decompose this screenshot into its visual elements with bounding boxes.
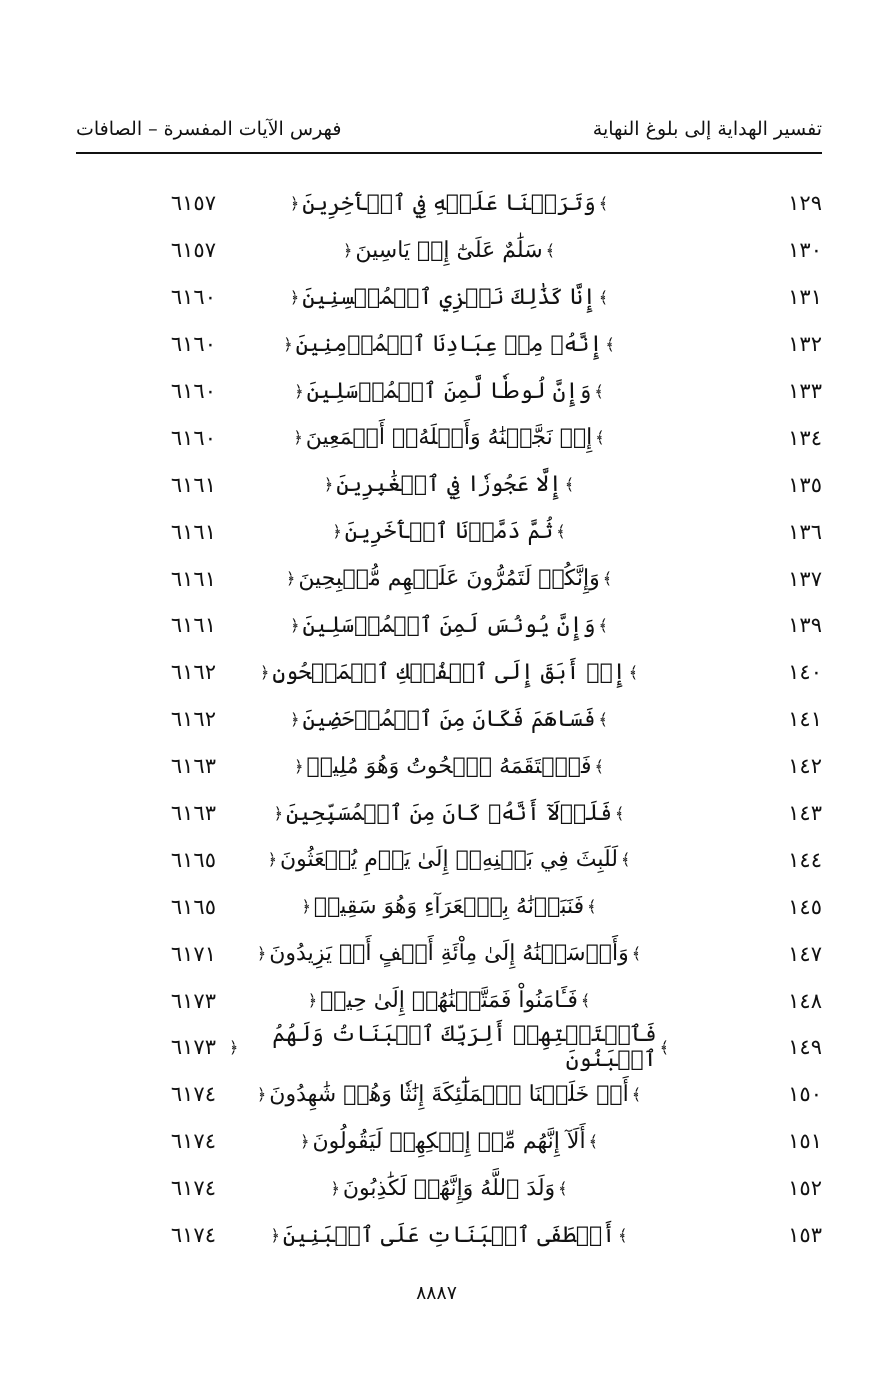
verse-text [226,1024,672,1071]
ornate-bracket-close: ﴿ [294,381,304,401]
verse-number: ١٣٠ [788,238,822,263]
verse-text [226,555,672,602]
ornate-bracket-open: ﴾ [588,1131,598,1151]
ornate-bracket-open: ﴾ [594,756,604,776]
verse-number: ١٤٩ [788,1035,822,1060]
verse-text [226,414,672,461]
verse-words: فَسَاهَمَ فَكَانَ مِنَ ٱلۡمُدۡحَضِينَ [302,706,596,732]
verse-words: أَصۡطَفَى ٱلۡبَنَاتِ عَلَى ٱلۡبَنِينَ [282,1222,616,1248]
verse-text [226,1071,672,1118]
ornate-bracket-open: ﴾ [631,944,642,964]
verse-number: ١٥٣ [788,1223,822,1248]
verse-text [226,1212,672,1259]
header-right-title: تفسير الهداية إلى بلوغ النهاية [592,118,822,140]
verse-number: ١٣٢ [788,332,822,357]
table-row [76,790,822,837]
ornate-bracket-open: ﴾ [595,428,605,448]
page-reference: ٦١٦٥ [170,894,216,919]
table-row [76,930,822,977]
page-reference: ٦١٧٤ [170,1129,216,1154]
page-reference: ٦١٧٤ [170,1082,216,1107]
ornate-bracket-open: ﴾ [598,193,609,213]
ornate-bracket-open: ﴾ [594,381,604,401]
verse-number: ١٣٤ [788,425,822,450]
ornate-bracket-close: ﴿ [259,662,270,682]
verse-number: ١٥٢ [788,1176,822,1201]
verse-index-table [76,180,822,1258]
page-reference: ٦١٧١ [170,941,216,966]
verse-number: ١٣٣ [788,379,822,403]
verse-number: ١٤٥ [788,894,822,919]
table-row [76,649,822,696]
ornate-bracket-close: ﴿ [256,944,267,964]
page-reference: ٦١٧٤ [170,1223,216,1248]
verse-words: ثُمَّ دَمَّرۡنَا ٱلۡأٓخَرِينَ [344,519,554,545]
header-left-title: فهرس الآيات المفسرة – الصافات [76,118,342,140]
verse-words: وَإِنَّ يُونُسَ لَمِنَ ٱلۡمُرۡسَلِينَ [302,612,596,638]
table-row [76,602,822,649]
verse-number: ١٣٧ [788,566,822,591]
table-row [76,1024,822,1071]
verse-number: ١٣٥ [788,472,822,497]
ornate-bracket-close: ﴿ [289,193,300,213]
verse-text [226,274,672,321]
ornate-bracket-close: ﴿ [267,850,277,870]
verse-words: أَلَآ إِنَّهُم مِّنۡ إِفۡكِهِمۡ لَيَقُولُونَ [312,1128,586,1154]
verse-words: إِنَّا كَذَٰلِكَ نَجۡزِي ٱلۡمُحۡسِنِينَ [302,284,596,310]
ornate-bracket-close: ﴿ [256,1084,267,1104]
verse-text [226,180,672,227]
ornate-bracket-close: ﴿ [270,1225,280,1245]
table-row [76,555,822,602]
ornate-bracket-close: ﴿ [307,991,318,1011]
page-reference: ٦١٦٣ [170,801,216,826]
verse-text [226,977,672,1024]
ornate-bracket-open: ﴾ [580,991,591,1011]
verse-words: إِذۡ نَجَّيۡنَٰهُ وَأَهۡلَهُۥٓ أَجۡمَعِينَ [305,425,593,451]
verse-number: ١٤٠ [788,660,822,685]
page-reference: ٦١٧٣ [170,1035,216,1060]
ornate-bracket-open: ﴾ [602,569,613,589]
verse-words: إِلَّا عَجُوزٗا فِي ٱلۡغَٰبِرِينَ [336,472,562,498]
verse-number: ١٣٩ [788,613,822,638]
verse-text [226,649,672,696]
ornate-bracket-close: ﴿ [294,756,304,776]
page-number: ٨٨٨٧ [416,1282,457,1304]
table-row [76,321,822,368]
verse-number: ١٢٩ [788,191,822,216]
ornate-bracket-close: ﴿ [323,475,334,495]
table-row [76,977,822,1024]
verse-words: وَأَرۡسَلۡنَٰهُ إِلَىٰ مِاْئَةِ أَلۡفٍ أَوۡ يَزِيدُونَ [269,941,629,967]
verse-number: ١٤٨ [788,988,822,1013]
verse-text [226,508,672,555]
ornate-bracket-close: ﴿ [290,709,300,729]
verse-number: ١٣١ [788,285,822,310]
verse-words: لَلَبِثَ فِي بَطۡنِهِۦٓ إِلَىٰ يَوۡمِ يُبۡعَثُونَ [280,847,619,873]
ornate-bracket-open: ﴾ [659,1037,669,1057]
ornate-bracket-close: ﴿ [343,240,353,260]
verse-words: وَتَرَكۡنَا عَلَيۡهِ فِي ٱلۡأٓخِرِينَ [302,190,596,216]
verse-words: فَنَبَذۡنَٰهُ بِٱلۡعَرَآءِ وَهُوَ سَقِيمٞ [313,894,585,920]
ornate-bracket-close: ﴿ [293,428,303,448]
verse-text [226,930,672,977]
table-row [76,368,822,415]
verse-words: فَلَوۡلَآ أَنَّهُۥ كَانَ مِنَ ٱلۡمُسَبِّحِينَ [286,800,613,826]
ornate-bracket-open: ﴾ [615,803,625,823]
page-reference: ٦١٦٠ [170,285,216,310]
verse-words: سَلَٰمٌ عَلَىٰٓ إِلۡ يَاسِينَ [355,237,543,263]
ornate-bracket-close: ﴿ [283,334,293,354]
table-row [76,696,822,743]
ornate-bracket-open: ﴾ [631,1084,642,1104]
page-reference: ٦١٦٠ [170,379,216,403]
table-row [76,1212,822,1259]
verse-text [226,790,672,837]
page-reference: ٦١٧٤ [170,1176,216,1201]
ornate-bracket-open: ﴾ [598,709,608,729]
ornate-bracket-open: ﴾ [564,475,575,495]
ornate-bracket-open: ﴾ [618,1225,628,1245]
verse-number: ١٤٧ [788,941,822,966]
page-reference: ٦١٧٣ [170,988,216,1013]
page-reference: ٦١٦٥ [170,847,216,872]
verse-number: ١٥١ [788,1129,822,1154]
page-reference: ٦١٦٣ [170,754,216,779]
ornate-bracket-close: ﴿ [229,1037,239,1057]
table-row [76,414,822,461]
ornate-bracket-close: ﴿ [290,615,300,635]
verse-number: ١٤١ [788,707,822,732]
ornate-bracket-close: ﴿ [300,1131,310,1151]
running-header [76,112,822,146]
ornate-bracket-close: ﴿ [301,897,311,917]
ornate-bracket-open: ﴾ [545,240,555,260]
table-row [76,836,822,883]
ornate-bracket-close: ﴿ [273,803,283,823]
verse-words: أَمۡ خَلَقۡنَا ٱلۡمَلَٰٓئِكَةَ إِنَٰثٗا وَهُمۡ شَٰهِدُونَ [269,1081,629,1107]
page-reference: ٦١٦١ [170,472,216,497]
ornate-bracket-close: ﴿ [330,1178,340,1198]
verse-words: فَـَٔامَنُواْ فَمَتَّعۡنَٰهُمۡ إِلَىٰ حِينٖ [320,988,578,1014]
verse-text [226,1165,672,1212]
page-reference: ٦١٦٢ [170,660,216,685]
verse-number: ١٤٣ [788,801,822,826]
verse-words: وَإِنَّكُمۡ لَتَمُرُّونَ عَلَيۡهِم مُّصۡبِحِينَ [298,566,600,592]
verse-text [226,227,672,274]
page-reference: ٦١٦١ [170,566,216,591]
verse-text [226,602,672,649]
verse-number: ١٤٢ [788,754,822,779]
page-reference: ٦١٦١ [170,613,216,638]
table-row [76,883,822,930]
verse-text [226,696,672,743]
ornate-bracket-open: ﴾ [598,615,608,635]
header-rule [76,152,822,154]
page-reference: ٦١٦٠ [170,332,216,357]
page-reference: ٦١٦٢ [170,707,216,732]
ornate-bracket-open: ﴾ [587,897,597,917]
table-row [76,1165,822,1212]
table-row [76,1071,822,1118]
page-reference: ٦١٥٧ [170,191,216,216]
page-reference: ٦١٦٠ [170,425,216,450]
page-reference: ٦١٥٧ [170,238,216,263]
table-row [76,461,822,508]
verse-text [226,461,672,508]
verse-words: فَٱسۡتَفۡتِهِمۡ أَلِرَبِّكَ ٱلۡبَنَاتُ وَلَهُمُ ٱلۡبَنُونَ [272,1022,657,1073]
table-row [76,1118,822,1165]
verse-text [226,1118,672,1165]
ornate-bracket-close: ﴿ [289,287,300,307]
verse-words: إِذۡ أَبَقَ إِلَى ٱلۡفُلۡكِ ٱلۡمَشۡحُونِ [272,659,626,685]
verse-number: ١٥٠ [788,1082,822,1107]
verse-words: وَإِنَّ لُوطٗا لَّمِنَ ٱلۡمُرۡسَلِينَ [306,378,592,404]
verse-text [226,883,672,930]
verse-number: ١٤٤ [788,847,822,872]
table-row [76,180,822,227]
table-row [76,743,822,790]
verse-words: إِنَّهُۥ مِنۡ عِبَادِنَا ٱلۡمُؤۡمِنِينَ [295,331,603,357]
ornate-bracket-open: ﴾ [558,1178,568,1198]
verse-text [226,743,672,790]
verse-text [226,321,672,368]
verse-words: فَٱلۡتَقَمَهُ ٱلۡحُوتُ وَهُوَ مُلِيمٞ [306,753,592,779]
ornate-bracket-open: ﴾ [598,287,609,307]
page-reference: ٦١٦١ [170,519,216,544]
ornate-bracket-close: ﴿ [332,522,342,542]
ornate-bracket-open: ﴾ [556,522,566,542]
ornate-bracket-close: ﴿ [285,569,296,589]
verse-number: ١٣٦ [788,519,822,544]
ornate-bracket-open: ﴾ [621,850,631,870]
verse-text [226,368,672,415]
ornate-bracket-open: ﴾ [628,662,639,682]
table-row [76,274,822,321]
ornate-bracket-open: ﴾ [605,334,615,354]
verse-text [226,836,672,883]
table-row [76,227,822,274]
table-row [76,508,822,555]
verse-words: وَلَدَ ٱللَّهُ وَإِنَّهُمۡ لَكَٰذِبُونَ [342,1175,556,1201]
